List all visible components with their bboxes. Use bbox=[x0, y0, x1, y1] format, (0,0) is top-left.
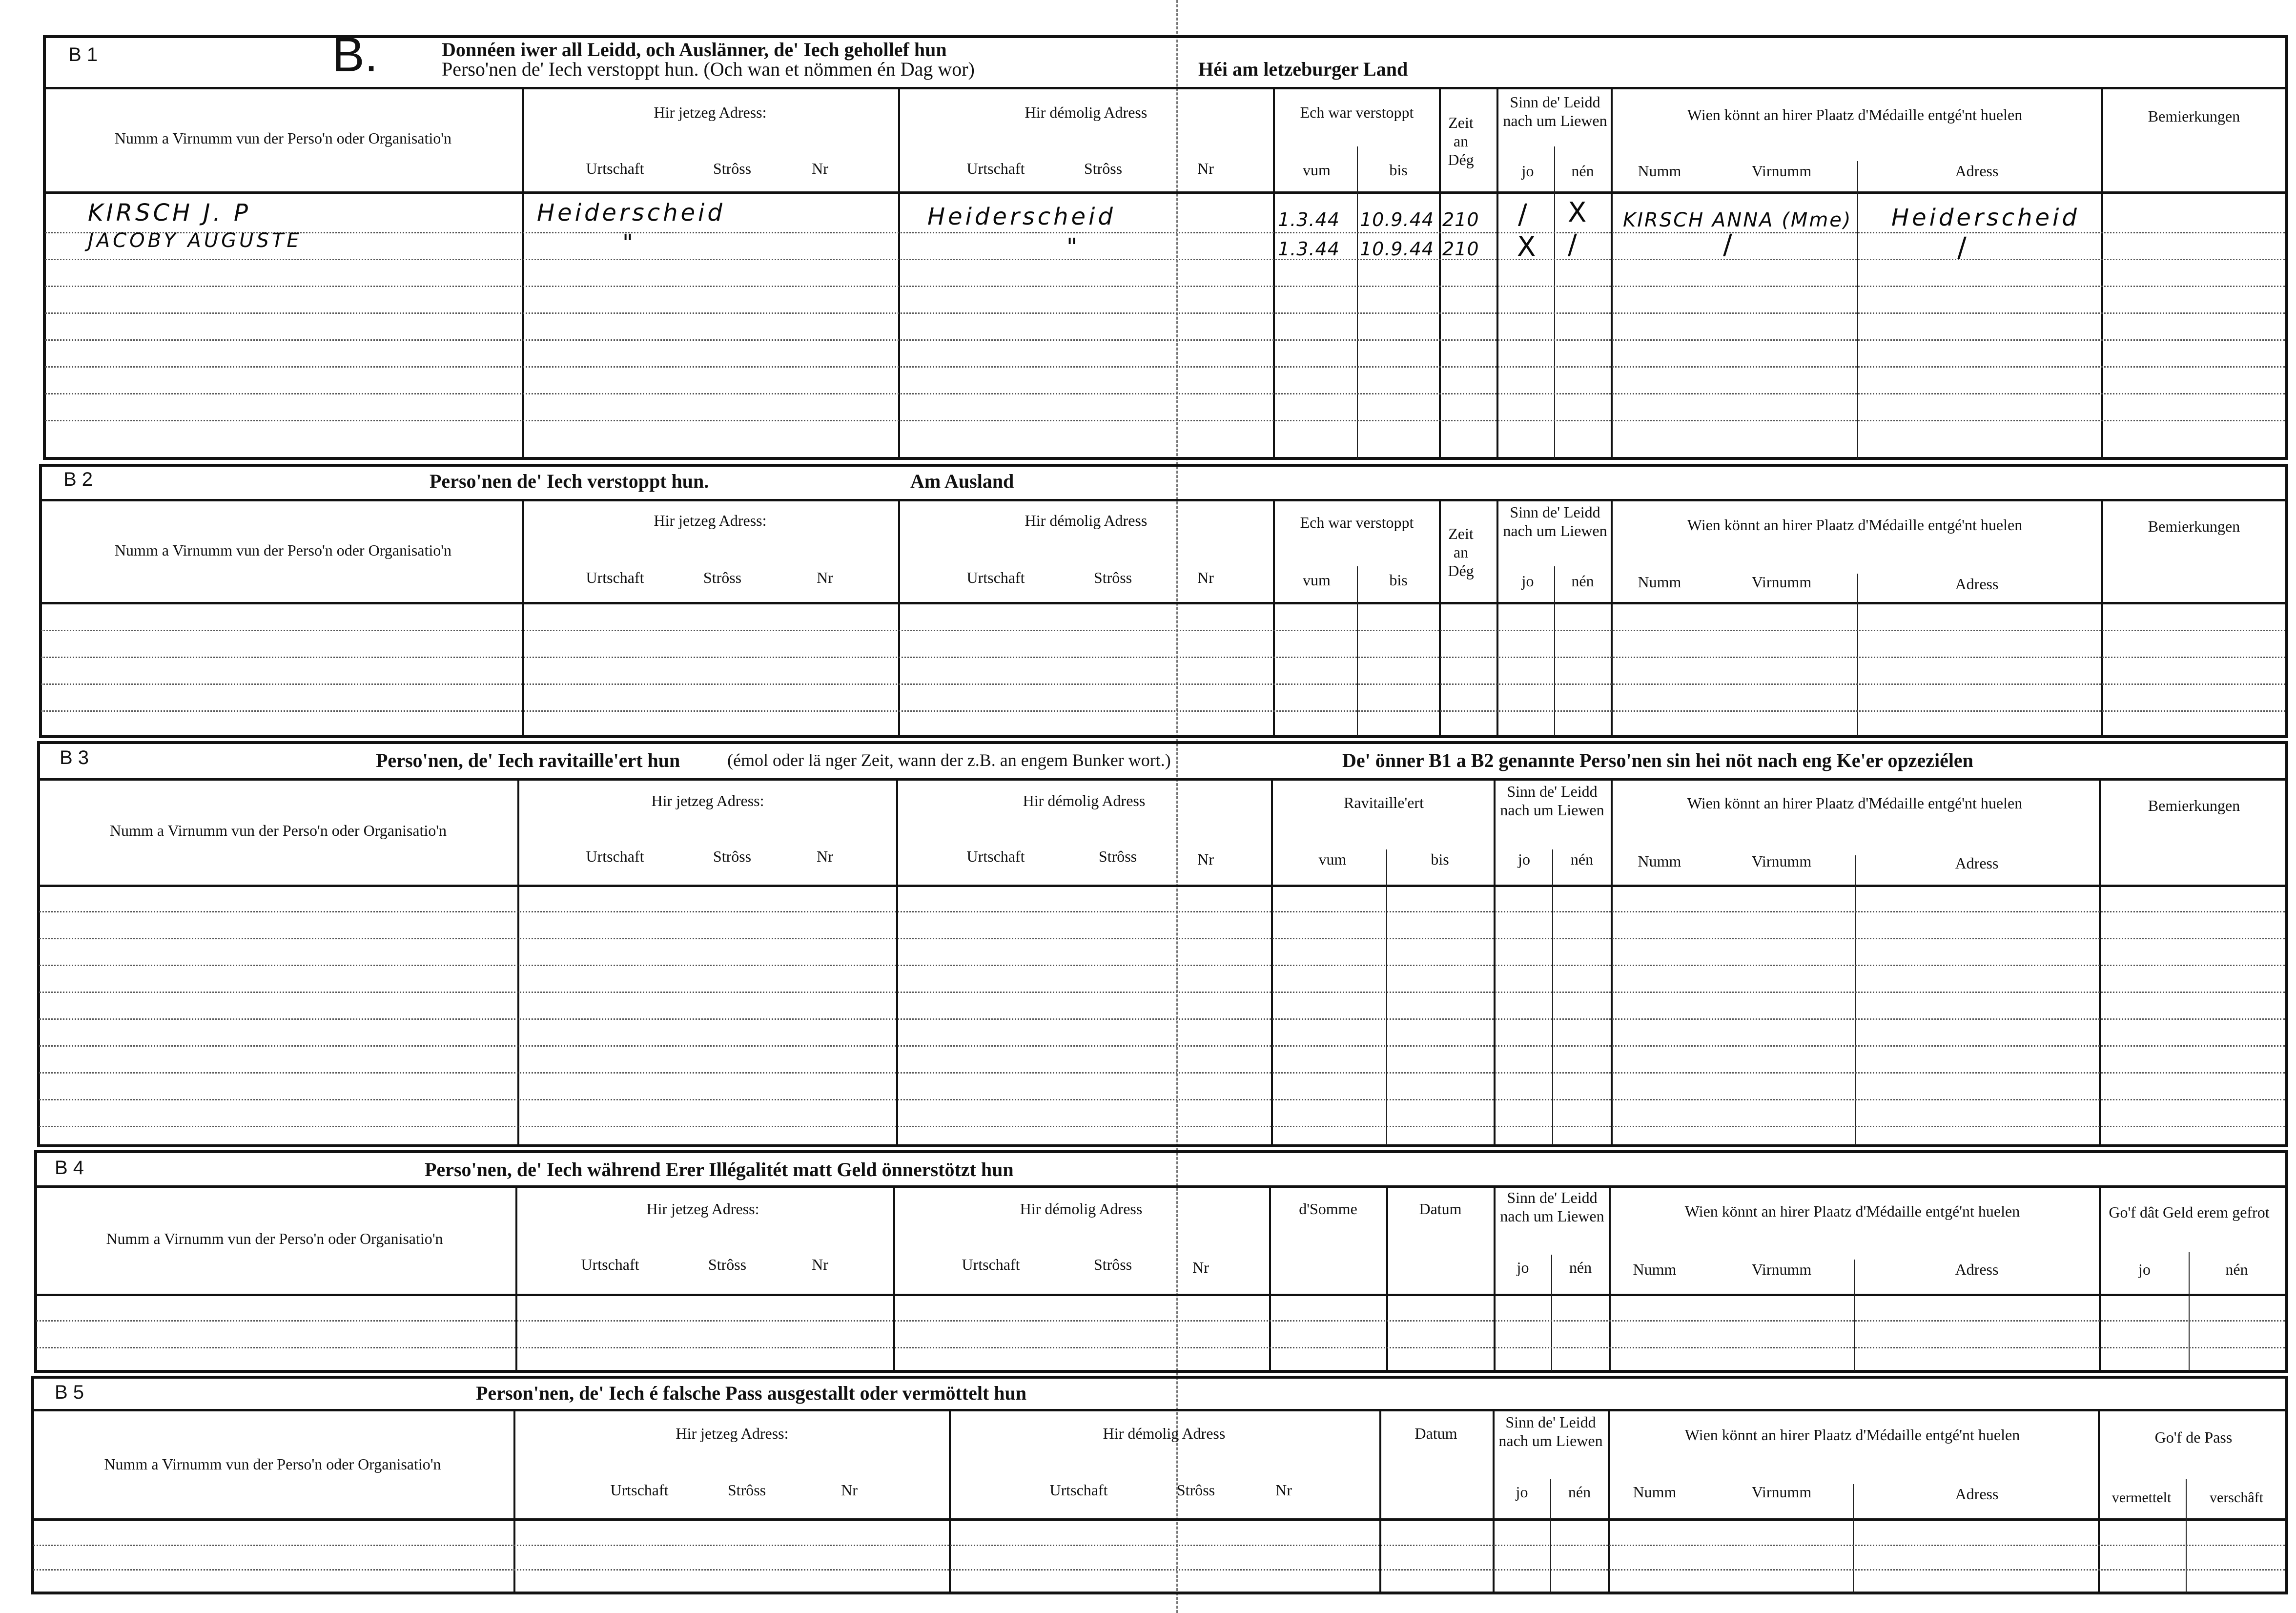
b4-col-alive: Sinn de' Leidd nach um Liewen bbox=[1500, 1189, 1604, 1225]
b1-col-medal-name: Numm bbox=[1638, 162, 1681, 180]
b3-section-id: B 3 bbox=[60, 747, 89, 768]
b1-entry1-to: 10.9.44 bbox=[1360, 209, 1435, 230]
b1-col-former-town: Urtschaft bbox=[966, 160, 1025, 177]
b5-col-mediated: vermettelt bbox=[2112, 1489, 2172, 1506]
b2-col-town: Urtschaft bbox=[586, 569, 644, 586]
b1-col-hidden: Ech war verstoppt bbox=[1300, 103, 1414, 121]
b5-col-medal-first: Virnumm bbox=[1751, 1483, 1812, 1501]
b1-col-alive: Sinn de' Leidd nach um Liewen bbox=[1503, 93, 1607, 129]
b1-title-line2b: Héi am letzeburger Land bbox=[1198, 58, 1408, 80]
b1-entry2-medal-address: / bbox=[1957, 232, 1967, 264]
b2-section-id: B 2 bbox=[63, 469, 93, 490]
b4-col-former-street: Strôss bbox=[1093, 1256, 1132, 1273]
b2-col-hidden: Ech war verstoppt bbox=[1300, 514, 1414, 531]
b1-entry1-from: 1.3.44 bbox=[1278, 209, 1340, 230]
b4-col-date: Datum bbox=[1419, 1200, 1462, 1218]
b4-col-sum: d'Somme bbox=[1299, 1200, 1357, 1218]
b2-title: Perso'nen de' Iech verstoppt hun. bbox=[430, 470, 709, 492]
b5-col-medal-name: Numm bbox=[1633, 1483, 1677, 1501]
b3-col-from: vum bbox=[1318, 850, 1347, 868]
b2-col-remarks: Bemierkungen bbox=[2148, 517, 2240, 535]
b1-entry2-alive-yes: X bbox=[1517, 231, 1536, 263]
b3-col-former-address: Hir démolig Adress bbox=[1023, 792, 1146, 809]
b5-col-former-address: Hir démolig Adress bbox=[1103, 1425, 1226, 1442]
b1-entry2-to: 10.9.44 bbox=[1360, 238, 1435, 260]
b4-col-given-no: nén bbox=[2225, 1261, 2248, 1278]
b5-col-former-nr: Nr bbox=[1275, 1481, 1292, 1499]
b1-entry1-days: 210 bbox=[1442, 209, 1479, 230]
b4-col-street: Strôss bbox=[708, 1256, 747, 1273]
b1-col-town: Urtschaft bbox=[586, 160, 644, 177]
b2-col-from: vum bbox=[1303, 571, 1331, 589]
b2-col-former-nr: Nr bbox=[1197, 569, 1214, 586]
b1-col-nr: Nr bbox=[812, 160, 828, 177]
b1-entry2-medal-name: / bbox=[1723, 229, 1732, 261]
b2-col-to: bis bbox=[1389, 571, 1408, 589]
b2-col-former-town: Urtschaft bbox=[966, 569, 1025, 586]
b2-col-medal-name: Numm bbox=[1638, 573, 1681, 591]
b5-col-made: verschâft bbox=[2210, 1489, 2263, 1506]
b3-col-no: nén bbox=[1570, 850, 1594, 868]
b1-header-top bbox=[45, 87, 2286, 89]
b5-col-alive: Sinn de' Leidd nach um Liewen bbox=[1498, 1413, 1603, 1449]
b1-col-name: Numm a Virnumm vun der Perso'n oder Organisatio'n bbox=[114, 129, 452, 147]
b4-col-former-town: Urtschaft bbox=[962, 1256, 1020, 1273]
b3-col-supplied: Ravitaille'ert bbox=[1344, 794, 1424, 811]
b1-entry1-name: KIRSCH J. P bbox=[88, 199, 251, 227]
b4-col-former-nr: Nr bbox=[1192, 1259, 1209, 1276]
b1-col-to: bis bbox=[1389, 161, 1408, 179]
b3-col-current-address: Hir jetzeg Adress: bbox=[651, 792, 764, 809]
section-b1 bbox=[43, 35, 2288, 460]
b4-col-medal: Wien könnt an hirer Plaatz d'Médaille entgé'nt huelen bbox=[1684, 1202, 2020, 1220]
b5-title: Person'nen, de' Iech é falsche Pass ausgestallt oder vermöttelt hun bbox=[476, 1382, 1027, 1404]
b3-col-nr: Nr bbox=[817, 848, 833, 865]
b2-col-nr: Nr bbox=[817, 569, 833, 586]
b1-col-former-street: Strôss bbox=[1084, 160, 1123, 177]
b5-col-former-street: Strôss bbox=[1176, 1481, 1215, 1499]
b2-col-medal: Wien könnt an hirer Plaatz d'Médaille entgé'nt huelen bbox=[1687, 516, 2023, 534]
b1-section-id: B 1 bbox=[68, 44, 98, 65]
b2-col-alive: Sinn de' Leidd nach um Liewen bbox=[1503, 503, 1607, 539]
b1-entry2-town: " bbox=[622, 229, 636, 257]
b1-entry1-medal-address: Heiderscheid bbox=[1891, 204, 2080, 231]
b5-col-nr: Nr bbox=[841, 1481, 858, 1499]
b4-col-town: Urtschaft bbox=[581, 1256, 639, 1273]
b5-col-no: nén bbox=[1568, 1483, 1591, 1501]
b4-col-name: Numm a Virnumm vun der Perso'n oder Organisatio'n bbox=[106, 1230, 443, 1247]
b3-col-to: bis bbox=[1431, 850, 1449, 868]
b4-section-id: B 4 bbox=[55, 1157, 84, 1179]
b1-col-days: Zeit an Dég bbox=[1448, 114, 1474, 168]
b1-col-medal: Wien könnt an hirer Plaatz d'Médaille entgé'nt huelen bbox=[1687, 106, 2023, 124]
b4-col-no: nén bbox=[1569, 1259, 1592, 1276]
b1-entry2-former-town: " bbox=[1066, 233, 1081, 261]
b3-title-note: (émol oder lä nger Zeit, wann der z.B. an engem Bunker wort.) bbox=[727, 750, 1171, 770]
b5-col-name: Numm a Virnumm vun der Perso'n oder Organisatio'n bbox=[104, 1455, 441, 1473]
b1-entry2-from: 1.3.44 bbox=[1278, 238, 1340, 260]
b1-col-former-address: Hir démolig Adress bbox=[1025, 103, 1148, 121]
b1-col-from: vum bbox=[1303, 161, 1331, 179]
b1-col-yes: jo bbox=[1521, 162, 1534, 180]
b1-entry2-alive-no: / bbox=[1568, 229, 1577, 261]
b3-col-yes: jo bbox=[1518, 850, 1530, 868]
b5-col-town: Urtschaft bbox=[610, 1481, 669, 1499]
b3-col-medal-address: Adress bbox=[1955, 854, 1999, 872]
b1-col-remarks: Bemierkungen bbox=[2148, 107, 2240, 125]
b3-col-street: Strôss bbox=[713, 848, 752, 865]
b2-col-street: Strôss bbox=[703, 569, 742, 586]
b1-entry2-name: JACOBY AUGUSTE bbox=[88, 229, 302, 252]
b4-title: Perso'nen, de' Iech während Erer Illégalitét matt Geld önnerstötzt hun bbox=[425, 1158, 1014, 1180]
b5-col-street: Strôss bbox=[727, 1481, 766, 1499]
b2-col-former-address: Hir démolig Adress bbox=[1025, 512, 1148, 529]
b1-col-former-nr: Nr bbox=[1197, 160, 1214, 177]
b5-col-former-town: Urtschaft bbox=[1049, 1481, 1108, 1499]
b3-col-alive: Sinn de' Leidd nach um Liewen bbox=[1500, 783, 1604, 819]
b2-title-b: Am Ausland bbox=[910, 470, 1014, 492]
b1-title-line2: Perso'nen de' Iech verstoppt hun. (Och wan et nömmen én Dag wor) bbox=[442, 58, 975, 80]
b3-col-former-street: Strôss bbox=[1098, 848, 1137, 865]
b4-col-yes: jo bbox=[1517, 1259, 1529, 1276]
b2-col-former-street: Strôss bbox=[1093, 569, 1132, 586]
b3-col-medal-first: Virnumm bbox=[1751, 852, 1812, 870]
b3-col-medal: Wien könnt an hirer Plaatz d'Médaille entgé'nt huelen bbox=[1687, 794, 2023, 812]
b2-col-medal-address: Adress bbox=[1955, 575, 1999, 593]
b2-col-name: Numm a Virnumm vun der Perso'n oder Organisatio'n bbox=[114, 541, 452, 559]
b4-col-medal-address: Adress bbox=[1955, 1261, 1999, 1278]
b5-col-medal: Wien könnt an hirer Plaatz d'Médaille entgé'nt huelen bbox=[1684, 1426, 2020, 1444]
b1-entry1-alive-no: X bbox=[1568, 197, 1587, 228]
b4-col-medal-name: Numm bbox=[1633, 1261, 1677, 1278]
b2-col-yes: jo bbox=[1521, 572, 1534, 590]
b4-col-given-back: Go'f dât Geld erem gefrot bbox=[2109, 1203, 2270, 1221]
b1-col-street: Strôss bbox=[713, 160, 752, 177]
b4-col-current-address: Hir jetzeg Adress: bbox=[646, 1200, 759, 1218]
b2-col-medal-first: Virnumm bbox=[1751, 573, 1812, 591]
b3-col-medal-name: Numm bbox=[1638, 852, 1681, 870]
b5-col-medal-address: Adress bbox=[1955, 1485, 1999, 1503]
section-b2 bbox=[39, 464, 2288, 738]
b4-col-former-address: Hir démolig Adress bbox=[1020, 1200, 1143, 1218]
b1-entry2-days: 210 bbox=[1442, 238, 1479, 260]
b1-col-no: nén bbox=[1571, 162, 1594, 180]
b1-col-medal-address: Adress bbox=[1955, 162, 1999, 180]
b1-col-medal-first: Virnumm bbox=[1751, 162, 1812, 180]
b2-col-no: nén bbox=[1571, 572, 1594, 590]
b4-col-medal-first: Virnumm bbox=[1751, 1261, 1812, 1278]
b1-header-bottom bbox=[45, 191, 2286, 194]
b1-col-current-address: Hir jetzeg Adress: bbox=[654, 103, 767, 121]
b3-col-former-nr: Nr bbox=[1197, 850, 1214, 868]
b3-col-town: Urtschaft bbox=[586, 848, 644, 865]
b3-title-c: De' önner B1 a B2 genannte Perso'nen sin hei nöt nach eng Ke'er opzeziélen bbox=[1342, 749, 1973, 771]
b3-title: Perso'nen, de' Iech ravitaille'ert hun bbox=[376, 749, 680, 771]
b5-col-yes: jo bbox=[1516, 1483, 1528, 1501]
b3-col-name: Numm a Virnumm vun der Perso'n oder Organisatio'n bbox=[109, 822, 447, 839]
b1-title-line1: Donnéen iwer all Leidd, och Auslänner, de' Iech gehollef hun bbox=[442, 39, 947, 61]
b5-col-current-address: Hir jetzeg Adress: bbox=[676, 1425, 789, 1442]
form-letter: B. bbox=[332, 27, 378, 82]
b2-col-days: Zeit an Dég bbox=[1448, 525, 1474, 579]
b1-entry1-former-town: Heiderscheid bbox=[927, 203, 1116, 230]
b3-col-remarks: Bemierkungen bbox=[2148, 797, 2240, 814]
b1-entry1-alive-yes: / bbox=[1518, 199, 1527, 230]
b5-col-pass: Go'f de Pass bbox=[2154, 1428, 2233, 1446]
b5-col-date: Datum bbox=[1414, 1425, 1457, 1442]
b1-entry1-medal-name: KIRSCH ANNA (Mme) bbox=[1623, 209, 1852, 231]
b3-col-former-town: Urtschaft bbox=[966, 848, 1025, 865]
b2-col-current-address: Hir jetzeg Adress: bbox=[654, 512, 767, 529]
b5-section-id: B 5 bbox=[55, 1382, 84, 1403]
b4-col-nr: Nr bbox=[812, 1256, 828, 1273]
b4-col-given-yes: jo bbox=[2138, 1261, 2151, 1278]
b1-entry1-town: Heiderscheid bbox=[537, 199, 725, 227]
